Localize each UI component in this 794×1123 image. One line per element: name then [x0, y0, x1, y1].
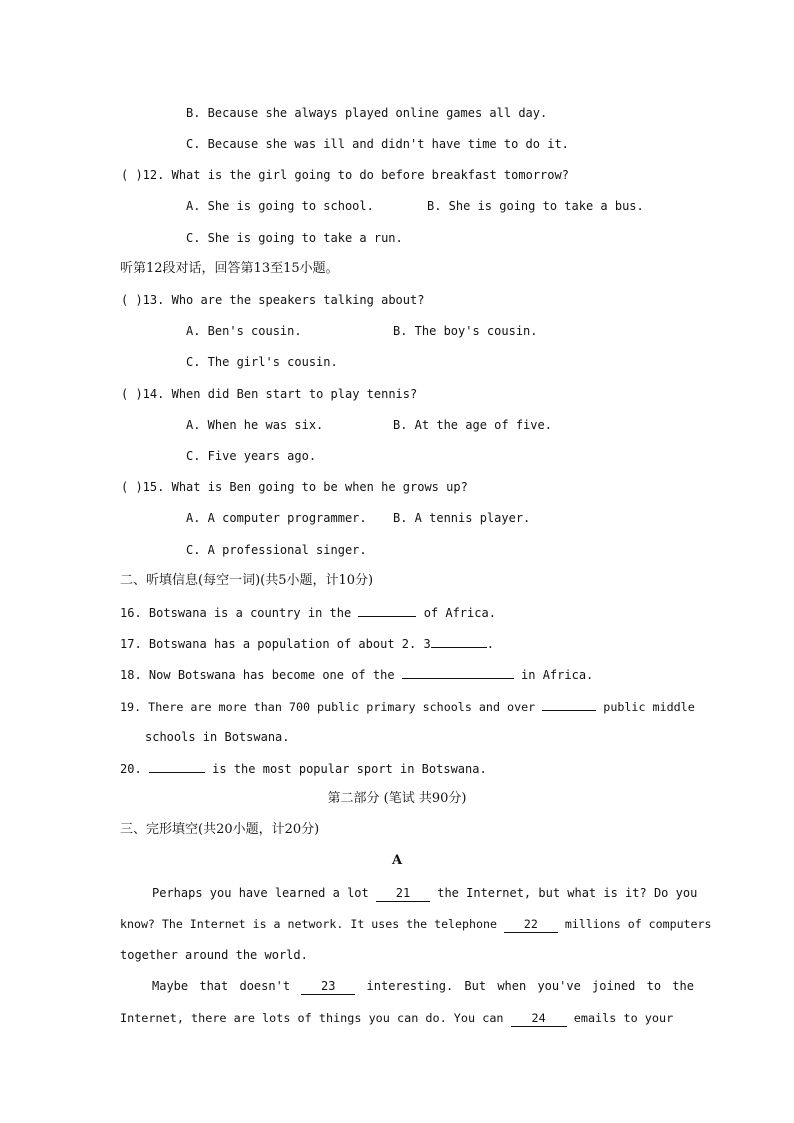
section3-heading: 三、完形填空(共20小题，计20分)	[120, 822, 320, 837]
passage-text: millions of computers	[564, 917, 712, 931]
q17-blank[interactable]	[431, 635, 487, 648]
q17-text-before: Botswana has a population of about 2. 3	[148, 637, 431, 651]
q12-question: What is the girl going to do before breakfast tomorrow?	[171, 168, 569, 182]
q14-paren: ( )14.	[121, 387, 165, 401]
q15-question: What is Ben going to be when he grows up?	[171, 480, 468, 494]
q16-number: 16.	[120, 606, 142, 620]
q19-blank[interactable]	[542, 698, 596, 711]
q14-question-line	[121, 386, 417, 402]
q20-number: 20.	[120, 762, 142, 776]
q13-paren: ( )13.	[121, 293, 165, 307]
q13-question: Who are the speakers talking about?	[171, 293, 425, 307]
q19-line	[120, 698, 695, 715]
passage-text: Maybe that doesn't	[152, 979, 291, 993]
q15-question-line	[121, 479, 468, 495]
q18-text-before: Now Botswana has become one of the	[148, 668, 395, 682]
cloze-blank-22[interactable]: 22	[504, 916, 558, 933]
q16-line	[120, 604, 496, 621]
q17-text-after: .	[486, 637, 494, 651]
q13-option-b: B. The boy's cousin.	[393, 324, 538, 338]
q19-continuation: schools in Botswana.	[145, 730, 290, 744]
q17-line	[120, 635, 494, 652]
section2-heading: 二、听填信息(每空一词)(共5小题，计10分)	[120, 573, 374, 588]
part2-heading: 第二部分 (笔试 共90分)	[327, 791, 467, 806]
passage-text: know? The Internet is a network. It uses the telephone	[120, 917, 497, 931]
dialog12-instruction: 听第12段对话，回答第13至15小题。	[120, 261, 339, 276]
q18-blank[interactable]	[402, 666, 514, 679]
q13-question-line	[121, 292, 424, 308]
q19-text-after: public middle	[603, 700, 695, 714]
passage-text: interesting. But when you've joined to the	[366, 979, 694, 993]
q15-option-a: A. A computer programmer.	[186, 511, 367, 525]
q11-option-c: C. Because she was ill and didn't have time to do it.	[186, 137, 569, 151]
q20-text-after: is the most popular sport in Botswana.	[212, 762, 487, 776]
passage-a-p1-line2	[120, 916, 711, 933]
q12-paren: ( )12.	[121, 168, 165, 182]
q14-option-c: C. Five years ago.	[186, 449, 317, 463]
cloze-blank-23[interactable]: 23	[301, 978, 355, 995]
q16-blank[interactable]	[358, 604, 416, 617]
q18-text-after: in Africa.	[521, 668, 594, 682]
q11-option-b: B. Because she always played online games all day.	[186, 106, 548, 120]
passage-a-p2-line2	[120, 1010, 673, 1027]
passage-text: emails to your	[573, 1011, 674, 1025]
passage-text: Perhaps you have learned a lot	[152, 886, 369, 900]
q17-number: 17.	[120, 637, 142, 651]
q13-option-c: C. The girl's cousin.	[186, 355, 338, 369]
passage-a-p2-line1	[152, 978, 694, 995]
q20-blank[interactable]	[149, 760, 205, 773]
q19-number: 19.	[120, 700, 142, 714]
q20-line	[120, 760, 487, 777]
passage-a-label: A	[391, 853, 403, 868]
passage-text: Internet, there are lots of things you can do. You can	[120, 1011, 504, 1025]
q19-text-before: There are more than 700 public primary schools and over	[148, 700, 536, 714]
q12-option-c: C. She is going to take a run.	[186, 231, 403, 245]
q16-text-before: Botswana is a country in the	[148, 606, 352, 620]
q15-paren: ( )15.	[121, 480, 165, 494]
q12-question-line	[121, 167, 569, 183]
passage-text: the Internet, but what is it? Do you	[437, 886, 698, 900]
passage-a-p1-line3: together around the world.	[120, 948, 308, 962]
q15-option-c: C. A professional singer.	[186, 543, 367, 557]
q13-option-a: A. Ben's cousin.	[186, 324, 302, 338]
passage-a-p1-line1	[152, 885, 697, 902]
cloze-blank-21[interactable]: 21	[376, 885, 430, 902]
q12-option-b: B. She is going to take a bus.	[427, 199, 644, 213]
q16-text-after: of Africa.	[423, 606, 496, 620]
q14-option-b: B. At the age of five.	[393, 418, 552, 432]
cloze-blank-24[interactable]: 24	[511, 1010, 567, 1027]
q18-number: 18.	[120, 668, 142, 682]
q15-option-b: B. A tennis player.	[393, 511, 531, 525]
q12-option-a: A. She is going to school.	[186, 199, 374, 213]
q14-question: When did Ben start to play tennis?	[171, 387, 418, 401]
q18-line	[120, 666, 593, 683]
q14-option-a: A. When he was six.	[186, 418, 324, 432]
